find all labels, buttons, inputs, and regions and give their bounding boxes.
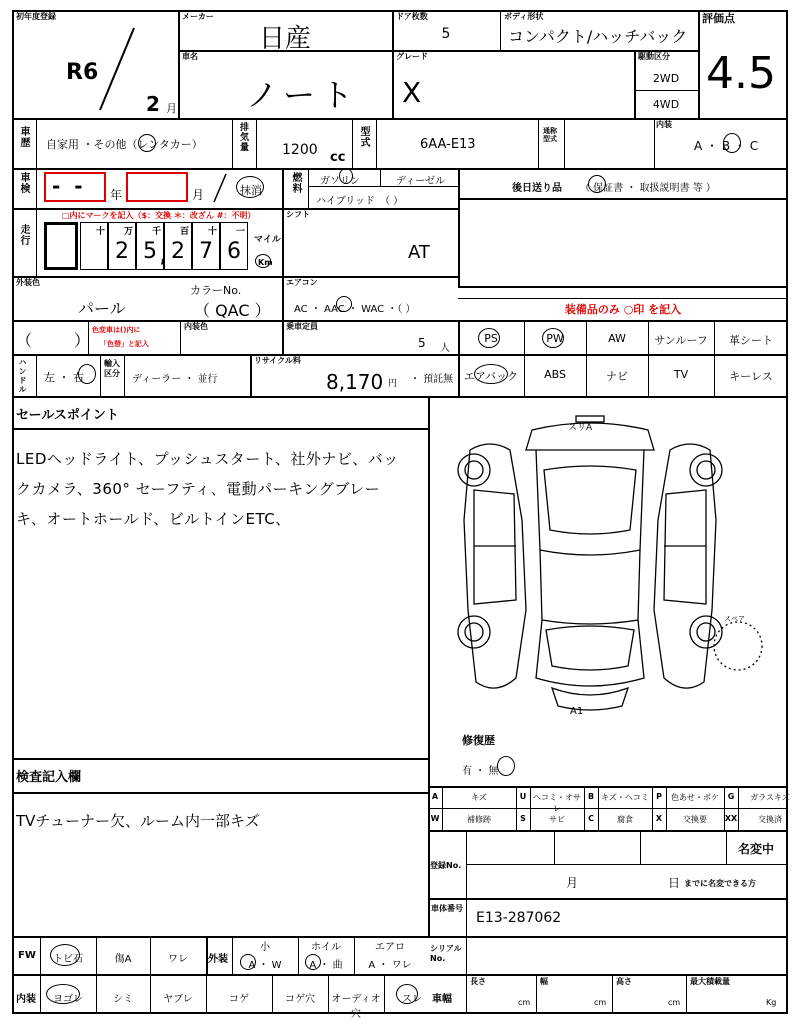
top-damage-mark: スリA [568, 423, 593, 433]
selected-circle-mark [50, 944, 80, 966]
equipment-header: 装備品のみ ○印 を記入 [564, 303, 682, 316]
sales-points-title: セールスポイント [16, 408, 119, 423]
equip-navi: ナビ [606, 370, 628, 383]
legend-meaning: 交換要 [683, 815, 707, 824]
exterior-color-label: 外装色 [16, 278, 40, 287]
slash-mark [208, 172, 232, 204]
divider [308, 168, 309, 208]
selected-circle-mark [723, 133, 741, 153]
selected-circle-mark [78, 364, 96, 384]
odometer-digit-header: 一 [235, 227, 245, 237]
equip-ps: PS [484, 332, 498, 345]
equip-leather: 革シート [729, 334, 773, 347]
fuel-diesel: ディーゼル [396, 176, 445, 187]
divider [12, 758, 428, 760]
selected-circle-mark [305, 954, 321, 970]
divider [726, 830, 727, 864]
interior-item: スレ [402, 994, 422, 1005]
divider [536, 974, 537, 1014]
vin-value: E13-287062 [476, 910, 562, 926]
interior-grades: A ・ B ・ C [694, 139, 759, 153]
score-value: 4.5 [706, 48, 776, 99]
selected-circle-mark [46, 984, 80, 1004]
interior-item: ヨゴレ [53, 994, 83, 1005]
import-value: ディーラー ・ 並行 [132, 374, 218, 385]
aircon-label: エアコン [286, 278, 318, 287]
divider [256, 118, 257, 168]
reg-day: 日 [668, 876, 681, 890]
divider [458, 298, 788, 299]
paren-right: ） [74, 331, 91, 350]
inspection-notes-text: TVチューナー欠、ルーム内一部キズ [16, 812, 260, 830]
selected-circle-mark [478, 328, 500, 348]
fw-scratch: 傷A [114, 954, 132, 965]
legend-meaning: 色あせ・ボケ [671, 793, 719, 802]
divider [598, 808, 599, 830]
divider [686, 974, 687, 1014]
shift-value: AT [408, 242, 430, 263]
common-model-label: 通称型式 [543, 127, 557, 143]
legend-code: S [520, 814, 526, 823]
legend-code: U [519, 792, 527, 801]
fw-label: FW [18, 950, 36, 961]
divider [232, 118, 233, 168]
exterior-label: 外装 [208, 954, 228, 965]
repair-history-value: 有 ・ 無 [462, 766, 499, 777]
first-reg-month: 2 [146, 92, 160, 116]
selected-circle-mark [255, 254, 271, 268]
body-value: コンパクト/ハッチバック [508, 27, 688, 46]
drive-2wd: 2WD [652, 72, 680, 85]
odometer-digit-cell [108, 222, 136, 270]
month-unit: 月 [192, 188, 205, 202]
paren-left: （ [16, 331, 33, 350]
odometer-digit: 2 [171, 239, 185, 264]
doors-label: ドア枚数 [396, 12, 428, 21]
length-unit: cm [518, 998, 531, 1007]
legend-meaning: 交換済 [758, 815, 782, 824]
equip-abs: ABS [544, 368, 566, 381]
divider [634, 90, 698, 91]
mileage-note: □内にマークを記入（$：交換 ＊：改ざん #：不明） [62, 211, 256, 220]
model-label: 型式 [358, 126, 369, 148]
history-value: 自家用 ・その他（レンタカー） [46, 138, 203, 151]
handle-label: ハンドル [18, 358, 27, 394]
odometer-digit: 7 [199, 239, 213, 264]
slash-mark [90, 24, 150, 114]
inspection-dashes: -- [52, 174, 97, 198]
ext-small-value: A ・ W [248, 960, 282, 971]
load-unit: Kg [766, 998, 777, 1007]
width-label: 幅 [540, 977, 548, 986]
color-change-note1: 色変車は()内に [92, 326, 141, 334]
legend-meaning: 補修跡 [467, 815, 491, 824]
width-unit: cm [594, 998, 607, 1007]
ext-aero-value: A ・ ワレ [368, 960, 412, 971]
spare-label: スペア [724, 615, 745, 623]
divider [100, 354, 101, 396]
equip-keyless: キーレス [729, 370, 773, 383]
color-change-note2: 「色替」と記入 [100, 340, 149, 348]
divider [12, 974, 788, 976]
selected-circle-mark [240, 954, 256, 970]
ext-aero-header: エアロ [375, 942, 405, 953]
thousands-separator: , [160, 246, 167, 267]
inspection-notes-title: 検査記入欄 [16, 770, 82, 785]
legend-meaning: ヘコミ・オサレ [533, 793, 581, 813]
year-unit: 年 [110, 188, 123, 202]
divider [180, 320, 181, 354]
legend-meaning: サビ [549, 815, 565, 824]
interior-row-label: 内装 [16, 994, 36, 1005]
length-label: 長さ [470, 977, 486, 986]
capacity-value: 5 [418, 336, 426, 350]
height-label: 高さ [616, 977, 632, 986]
legend-code: X [655, 814, 663, 823]
divider [612, 974, 613, 1014]
divider [36, 168, 37, 208]
body-label: ボディ形状 [504, 12, 544, 21]
legend-code: G [727, 792, 735, 801]
fuel-label: 燃料 [290, 172, 301, 194]
selected-circle-mark [542, 328, 564, 348]
dimensions-label: 車幅 [432, 994, 452, 1005]
recycle-label: リサイクル料 [254, 356, 301, 365]
grade-label: グレード [396, 52, 428, 61]
capacity-label: 乗車定員 [286, 322, 318, 331]
sales-point-line: クカメラ、360° セーフティ、電動パーキングブレー [16, 480, 381, 498]
capacity-unit: 人 [440, 343, 450, 354]
first-reg-label: 初年度登録 [16, 12, 56, 21]
divider [428, 898, 788, 900]
fuel-gasoline: ガソリン [320, 176, 360, 187]
inspection-label: 車検 [18, 172, 29, 194]
equip-sunroof: サンルーフ [654, 334, 708, 347]
import-label: 輸入区分 [104, 359, 120, 378]
divider [36, 354, 37, 396]
interior-item: オーディオ穴 [331, 994, 381, 1020]
equip-airbag: エアバック [463, 370, 519, 383]
interior-item: ヤブレ [163, 994, 193, 1005]
sales-point-line: キ、オートホールド、ビルトインETC、 [16, 510, 291, 528]
divider [282, 168, 284, 208]
divider [466, 936, 467, 1014]
odometer-digit-header: 百 [179, 227, 189, 237]
max-load-label: 最大積載量 [690, 977, 730, 986]
height-unit: cm [668, 998, 681, 1007]
divider [12, 276, 460, 278]
divider [12, 792, 428, 794]
divider [12, 428, 428, 430]
inspection-month-box [126, 172, 188, 202]
model-value: 6AA-E13 [420, 137, 476, 152]
divider [466, 898, 467, 936]
yen-unit: 円 [388, 379, 398, 389]
divider [458, 198, 788, 200]
handle-value: 左 ・ 右 [44, 371, 84, 384]
maker-label: メーカー [182, 12, 214, 21]
odometer-digit-header: 千 [151, 227, 161, 237]
divider [564, 118, 565, 168]
car-name-label: 車名 [182, 52, 198, 61]
divider [698, 10, 700, 118]
selected-circle-mark [474, 364, 508, 384]
odometer-digit-cell [220, 222, 248, 270]
reg-deadline: までに名変できる方 [684, 879, 756, 888]
equip-pw: PW [546, 332, 564, 345]
divider [428, 396, 430, 936]
history-label: 車歴 [18, 126, 29, 148]
fw-crack: ワレ [168, 954, 188, 965]
fw-chip: トビ石 [53, 954, 83, 965]
cc-unit: cc [330, 150, 346, 165]
divider [554, 830, 555, 864]
car-diagram [440, 410, 780, 720]
vin-label: 車体番号 [431, 904, 463, 913]
divider [442, 786, 443, 808]
bottom-damage-mark: A1 [570, 706, 584, 717]
odometer-digit: 5 [143, 239, 157, 264]
equip-aw: AW [608, 332, 626, 345]
divider [380, 168, 381, 186]
divider [666, 786, 667, 808]
fuel-hybrid: ハイブリッド [316, 196, 375, 207]
legend-meaning: キズ・ヘコミ [601, 793, 649, 802]
ext-wheel-value: A ・ 曲 [309, 960, 343, 971]
name-change-label: 名変中 [738, 842, 775, 856]
divider [282, 320, 284, 354]
odometer-digit-cell [80, 222, 108, 270]
divider [36, 208, 37, 276]
later-items-label: 後日送り品 [512, 183, 562, 194]
divider [666, 808, 667, 830]
legend-code: XX [724, 814, 738, 823]
reg-month: 月 [566, 876, 579, 890]
damage-legend [428, 786, 788, 830]
divider [12, 168, 788, 170]
selected-circle-mark [236, 176, 264, 198]
odometer-digit-header: 万 [123, 227, 133, 237]
divider [640, 830, 641, 864]
interior-item: コゲ穴 [285, 994, 315, 1005]
deposit-label: ・ 預託無 [410, 374, 454, 385]
first-reg-year: R6 [66, 60, 99, 85]
divider [250, 354, 252, 396]
divider [282, 276, 284, 320]
drive-4wd: 4WD [652, 98, 680, 111]
mileage-mark-box [44, 222, 78, 270]
mile-unit: マイル [254, 235, 281, 245]
unregistered-label: 抹消 [240, 184, 262, 197]
interior-item: シミ [113, 994, 133, 1005]
odometer-digit-header: 十 [95, 227, 105, 237]
legend-code: P [656, 792, 662, 801]
divider [530, 808, 531, 830]
sales-point-line: LEDヘッドライト、プッシュスタート、社外ナビ、バッ [16, 450, 399, 468]
divider [738, 808, 739, 830]
divider [598, 786, 599, 808]
reg-no-label: 登録No. [430, 861, 462, 870]
divider [738, 786, 739, 808]
legend-code: A [431, 792, 439, 801]
legend-code: B [587, 792, 595, 801]
maker-value: 日産 [258, 24, 311, 54]
selected-circle-mark [588, 175, 606, 193]
serial-label: シリアルNo. [430, 944, 462, 964]
divider [458, 168, 460, 286]
divider [282, 208, 284, 276]
month-unit: 月 [166, 102, 177, 115]
recycle-fee: 8,170 [326, 370, 384, 394]
doors-value: 5 [441, 26, 451, 42]
interior-label: 内装 [656, 120, 672, 129]
exterior-color-value: パール [78, 299, 126, 318]
odometer-digit: 2 [115, 239, 129, 264]
ext-wheel-header: ホイル [311, 942, 341, 953]
legend-meaning: キズ [471, 793, 487, 802]
selected-circle-mark [138, 134, 156, 152]
divider [458, 286, 788, 288]
mileage-label: 走行 [18, 224, 29, 246]
divider [352, 118, 353, 168]
grade-value: X [402, 76, 422, 109]
divider [12, 396, 788, 398]
divider [428, 830, 788, 832]
later-items-value: （ 保証書 ・ 取扱説明書 等 ） [580, 183, 716, 194]
selected-circle-mark [336, 296, 352, 312]
divider [12, 320, 788, 322]
legend-meaning: ガラスキズ [750, 793, 790, 802]
km-unit: Km [258, 258, 273, 267]
aircon-value: AC ・ AAC ・ WAC ・（ ） [294, 304, 416, 315]
score-label: 評価点 [702, 12, 735, 25]
odometer-digit-cell [192, 222, 220, 270]
selected-circle-mark [339, 168, 353, 184]
divider [442, 808, 443, 830]
car-name-value: ノート [246, 76, 360, 114]
divider [538, 118, 539, 168]
divider [530, 786, 531, 808]
color-no-label: カラーNo. [190, 284, 242, 297]
divider [376, 118, 377, 168]
legend-code: C [588, 814, 594, 823]
odometer-digit: 6 [227, 239, 241, 264]
drive-label: 駆動区分 [638, 52, 670, 61]
selected-circle-mark [497, 756, 515, 776]
selected-circle-mark [396, 984, 418, 1004]
equip-tv: TV [673, 368, 689, 381]
ext-small-header: 小 [260, 942, 270, 953]
repair-history-label: 修復歴 [462, 734, 495, 747]
shift-label: シフト [286, 210, 310, 219]
odometer-digit-cell [164, 222, 192, 270]
legend-meaning: 腐食 [617, 815, 633, 824]
divider [654, 118, 655, 168]
sales-points-body [16, 444, 424, 534]
odometer-digit-header: 十 [207, 227, 217, 237]
fuel-other: （ ） [380, 196, 404, 207]
displacement-value: 1200 [282, 142, 318, 158]
divider [36, 118, 37, 168]
color-no-value: （ QAC ） [194, 301, 271, 320]
displacement-label: 排気量 [238, 122, 248, 152]
divider [12, 354, 788, 356]
legend-code: W [430, 814, 440, 823]
divider [466, 864, 788, 865]
divider [500, 10, 501, 50]
interior-color-label: 内装色 [184, 322, 208, 331]
interior-item: コゲ [229, 994, 249, 1005]
divider [124, 354, 125, 396]
